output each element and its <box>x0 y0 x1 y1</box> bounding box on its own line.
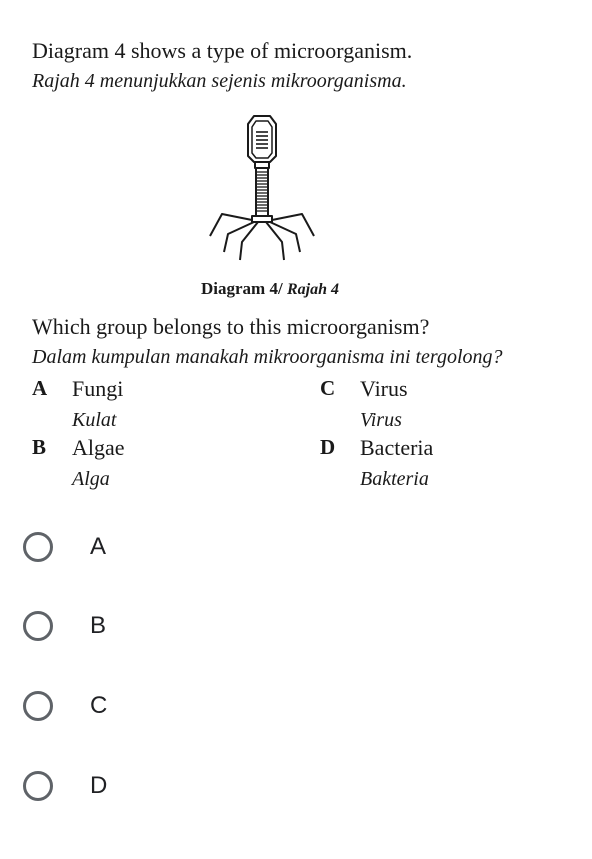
choice-d[interactable] <box>18 762 218 810</box>
choice-label: B <box>90 612 107 639</box>
option-text-ms: Kulat <box>72 409 117 431</box>
choice-label: D <box>90 772 108 799</box>
option-text-ms: Alga <box>72 468 110 490</box>
choice-c[interactable] <box>18 682 218 730</box>
diagram-caption-ms: Rajah 4 <box>286 281 339 298</box>
option-text-ms: Bakteria <box>360 468 429 490</box>
diagram-caption <box>0 279 540 299</box>
option-text-en: Bacteria <box>360 435 434 460</box>
bacteriophage-virus-icon <box>196 104 328 270</box>
question-intro-ms: Rajah 4 menunjukkan sejenis mikroorganisma. <box>32 70 407 92</box>
choice-a[interactable] <box>18 523 218 571</box>
radio-button[interactable] <box>23 771 53 801</box>
question-intro-en: Diagram 4 shows a type of microorganism. <box>32 38 413 63</box>
question-prompt-en: Which group belongs to this microorganism? <box>32 314 430 339</box>
option-text-en: Algae <box>72 435 125 460</box>
option-letter: D <box>320 435 336 459</box>
choice-label: A <box>90 533 107 560</box>
radio-button[interactable] <box>23 532 53 562</box>
radio-button[interactable] <box>23 691 53 721</box>
option-letter: A <box>32 376 48 400</box>
option-text-en: Virus <box>360 376 408 401</box>
option-text-en: Fungi <box>72 376 124 401</box>
option-letter: C <box>320 376 336 400</box>
choice-label: C <box>90 692 108 719</box>
diagram-caption-en: Diagram 4/ <box>201 279 283 298</box>
radio-button[interactable] <box>23 611 53 641</box>
option-text-ms: Virus <box>360 409 402 431</box>
option-letter: B <box>32 435 47 459</box>
choice-b[interactable] <box>18 602 218 650</box>
question-prompt-ms: Dalam kumpulan manakah mikroorganisma ini tergolong? <box>32 346 503 368</box>
